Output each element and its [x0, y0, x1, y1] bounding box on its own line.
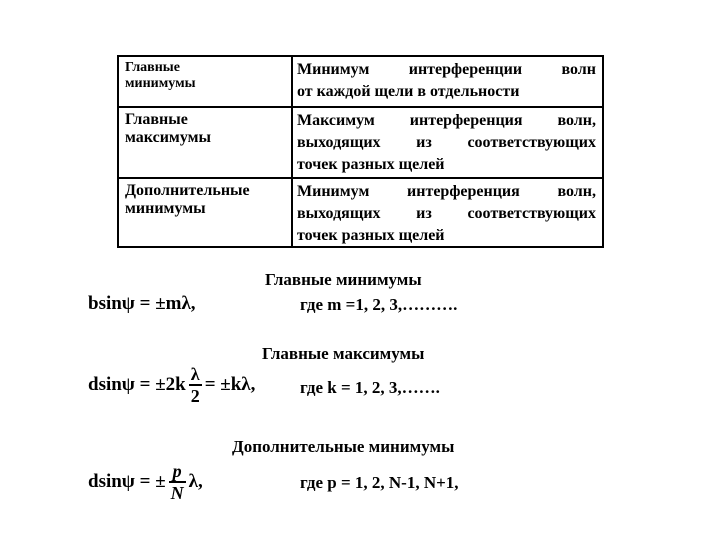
formula-main-maxima [88, 364, 255, 406]
term-line: минимумы [125, 76, 196, 91]
fraction [169, 461, 186, 503]
formula-text: bsinψ = ±mλ, [88, 293, 196, 314]
term-cell [125, 182, 285, 218]
term-line: Главные [125, 60, 180, 75]
condition-text [300, 473, 459, 493]
description-line: Минимум интерференции волн [297, 61, 596, 78]
table-row [119, 177, 602, 246]
fraction-numerator: λ [190, 364, 200, 384]
condition-text [300, 378, 440, 398]
formula-text: dsinψ = ±2k [88, 374, 186, 395]
formula-main-minima [88, 293, 196, 315]
description-line: выходящих из соответствующих [297, 205, 596, 222]
description-line: точек разных щелей [297, 156, 445, 173]
fraction [189, 364, 202, 406]
term-cell [125, 111, 285, 147]
description-cell [297, 181, 596, 247]
section-title: Дополнительные минимумы [232, 437, 455, 456]
fraction-denominator: 2 [190, 386, 200, 406]
term-line: минимумы [125, 200, 206, 217]
term-line: Главные [125, 111, 188, 128]
condition-value: где p = 1, 2, N-1, N+1, [300, 473, 459, 492]
column-divider [291, 179, 293, 246]
description-cell [297, 110, 596, 176]
formula-additional-minima [88, 461, 203, 503]
term-line: Дополнительные [125, 182, 250, 199]
condition-text [300, 295, 457, 315]
description-line: точек разных щелей [297, 227, 445, 244]
section-title: Главные минимумы [265, 270, 422, 289]
column-divider [291, 57, 293, 106]
fraction-denominator: N [170, 483, 184, 503]
section-title: Главные максимумы [262, 344, 425, 363]
term-line: максимумы [125, 129, 212, 146]
fraction-numerator: p [172, 461, 182, 481]
table-row [119, 57, 602, 106]
condition-value: где m =1, 2, 3,………. [300, 295, 458, 314]
description-line: выходящих из соответствующих [297, 134, 596, 151]
condition-value: где k = 1, 2, 3,……. [300, 378, 440, 397]
description-cell [297, 59, 596, 103]
description-line: Минимум интерференция волн, [297, 183, 596, 200]
description-line: Максимум интерференция волн, [297, 112, 596, 129]
term-cell [125, 60, 285, 92]
column-divider [291, 108, 293, 177]
formula-text: = ±kλ, [204, 374, 256, 395]
definitions-table [117, 55, 604, 248]
formula-text: λ, [188, 471, 203, 492]
table-row [119, 106, 602, 177]
description-line: от каждой щели в отдельности [297, 83, 520, 100]
formula-text: dsinψ = ± [88, 471, 166, 492]
